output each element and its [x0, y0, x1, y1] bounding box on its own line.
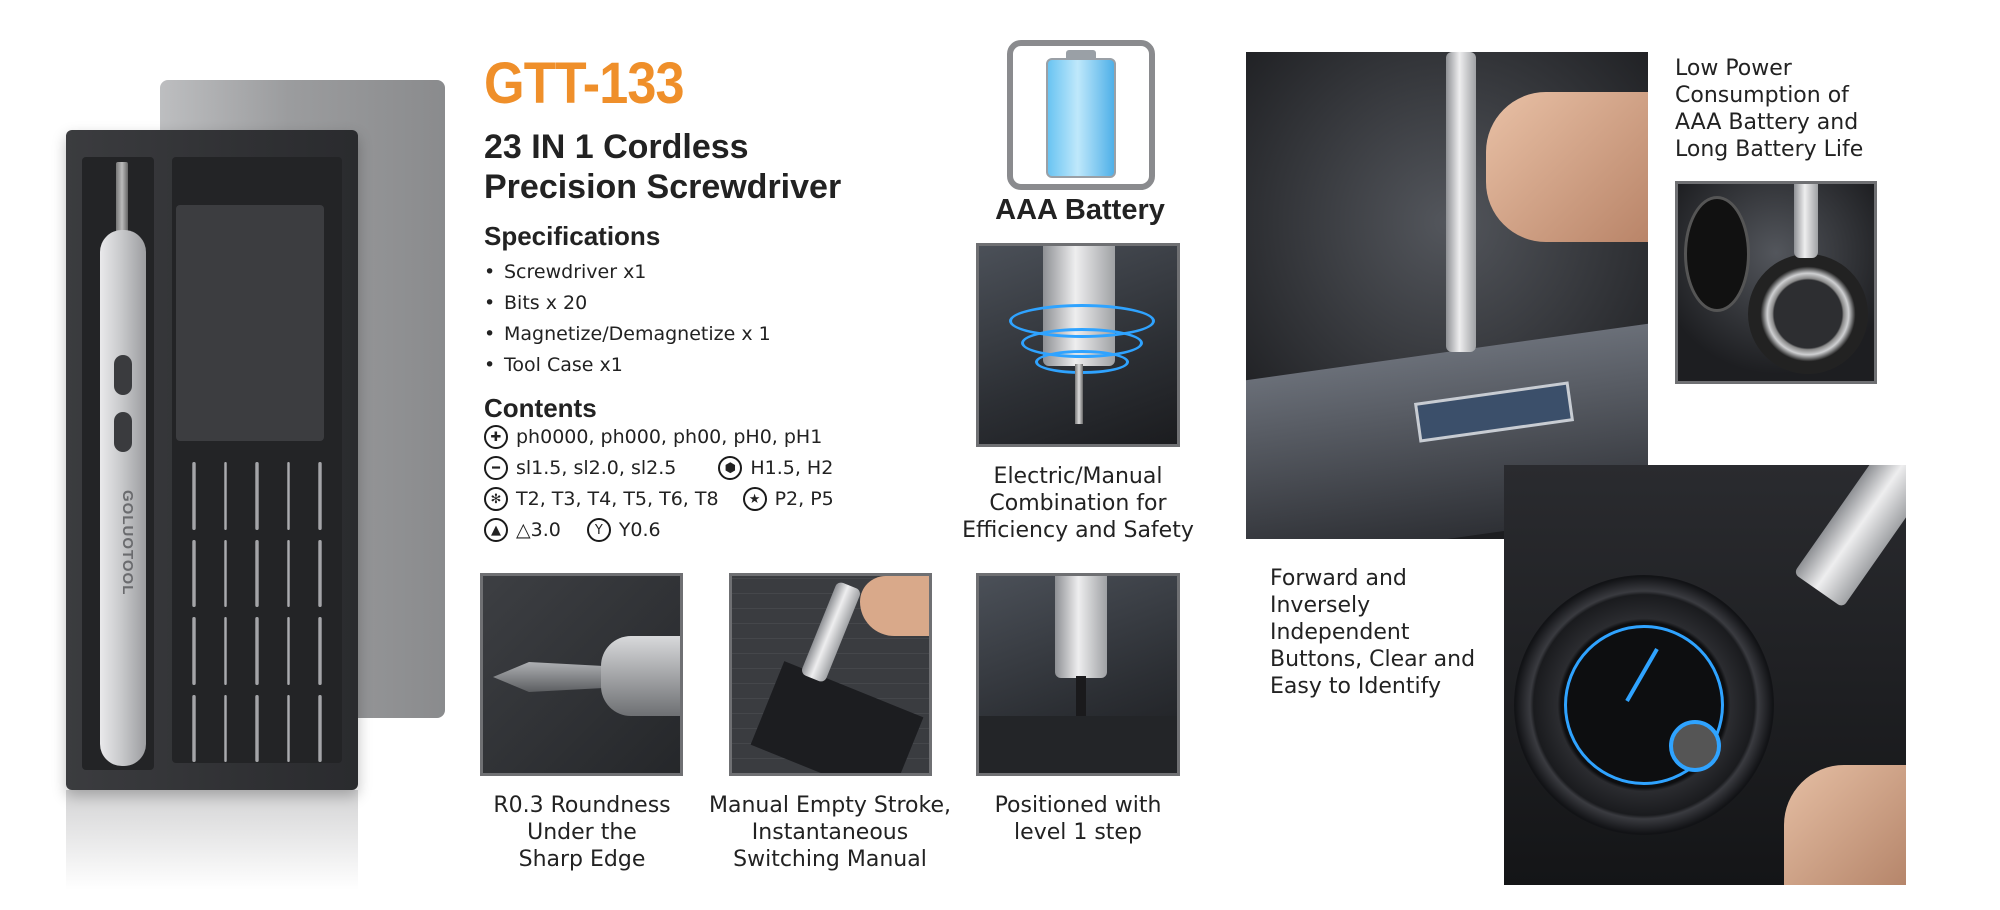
- bit-sizes: sl1.5, sl2.0, sl2.5: [516, 457, 677, 479]
- bit: [224, 462, 228, 530]
- bit: [192, 540, 196, 608]
- caption-line: AAA Battery and: [1675, 110, 1859, 135]
- bit-sizes: Y0.6: [618, 519, 661, 541]
- contents-row: [484, 518, 661, 542]
- caption-line: Under the: [527, 820, 637, 845]
- contents-row: [484, 456, 833, 480]
- contents-row: [484, 425, 822, 449]
- bit: [287, 462, 291, 530]
- torx-icon: ✻: [484, 487, 508, 511]
- caption-line: Switching Manual: [733, 847, 927, 872]
- bit: [224, 695, 228, 763]
- bit: [224, 540, 228, 608]
- step-photo: [976, 573, 1180, 776]
- bit-sizes: ph0000, ph000, ph00, pH0, pH1: [516, 426, 823, 448]
- battery-icon: [1046, 58, 1116, 178]
- spec-item: • Bits x 20: [484, 288, 771, 319]
- caption-line: Forward and: [1270, 566, 1407, 591]
- specifications-list: [484, 257, 771, 381]
- caption-line: Efficiency and Safety: [962, 518, 1194, 543]
- bit: [224, 617, 228, 685]
- bit: [255, 695, 259, 763]
- bit-sizes: H1.5, H2: [750, 457, 834, 479]
- brand-mark: GOLUOTOOL: [119, 490, 136, 596]
- phillips-icon: ✚: [484, 425, 508, 449]
- caption-line: Combination for: [989, 491, 1167, 516]
- electric-manual-caption: [950, 463, 1206, 544]
- bit-set: [182, 462, 332, 762]
- spec-item: • Magnetize/Demagnetize x 1: [484, 319, 771, 350]
- title-line: 23 IN 1 Cordless: [484, 128, 749, 166]
- watch-repair-photo: [1504, 465, 1906, 885]
- caption-line: level 1 step: [1014, 820, 1142, 845]
- bit: [318, 695, 322, 763]
- spec-item: • Screwdriver x1: [484, 257, 771, 288]
- manual-stroke-photo: [729, 573, 932, 776]
- roundness-caption: [470, 792, 694, 873]
- bit: [255, 617, 259, 685]
- bit: [287, 540, 291, 608]
- caption-line: Sharp Edge: [518, 847, 646, 872]
- case-pad: [176, 205, 324, 441]
- caption-line: Electric/Manual: [993, 464, 1163, 489]
- bit-sizes: T2, T3, T4, T5, T6, T8: [516, 488, 719, 510]
- bit: [192, 462, 196, 530]
- pentalobe-icon: ★: [743, 487, 767, 511]
- model-number: GTT-133: [484, 51, 684, 116]
- bit-sizes: △3.0: [516, 519, 561, 541]
- bit: [192, 617, 196, 685]
- caption-line: R0.3 Roundness: [493, 793, 671, 818]
- bit: [287, 695, 291, 763]
- hex-icon: ⬢: [718, 456, 742, 480]
- contents-heading: Contents: [484, 393, 597, 423]
- contents-row: [484, 487, 834, 511]
- screwdriver-tip: [116, 162, 128, 234]
- manual-stroke-caption: [700, 792, 960, 873]
- caption-line: Positioned with: [994, 793, 1162, 818]
- bit-tip-photo: [480, 573, 683, 776]
- slotted-icon: ━: [484, 456, 508, 480]
- bit-sizes: P2, P5: [774, 488, 834, 510]
- product-title: [484, 127, 924, 207]
- bit: [255, 540, 259, 608]
- caption-line: Long Battery Life: [1675, 137, 1864, 162]
- specifications-heading: Specifications: [484, 221, 661, 251]
- forward-button: [114, 355, 132, 395]
- caption-line: Consumption of: [1675, 83, 1849, 108]
- caption-line: Low Power: [1675, 56, 1792, 81]
- electric-manual-photo: [976, 243, 1180, 447]
- tri-wing-icon: Y: [587, 518, 611, 542]
- bit: [318, 540, 322, 608]
- caption-line: Instantaneous: [751, 820, 909, 845]
- caption-line: Inversely: [1270, 593, 1371, 618]
- caption-line: Independent: [1270, 620, 1410, 645]
- camera-repair-photo: [1675, 181, 1877, 384]
- caption-line: Easy to Identify: [1270, 674, 1441, 699]
- caption-line: Manual Empty Stroke,: [709, 793, 951, 818]
- low-power-caption: [1675, 55, 1895, 163]
- bit: [255, 462, 259, 530]
- bit: [318, 462, 322, 530]
- step-caption: [962, 792, 1194, 846]
- spec-item: • Tool Case x1: [484, 350, 771, 381]
- title-line: Precision Screwdriver: [484, 168, 842, 206]
- battery-label: AAA Battery: [995, 194, 1165, 226]
- reverse-button: [114, 412, 132, 452]
- bit: [318, 617, 322, 685]
- caption-line: Buttons, Clear and: [1270, 647, 1476, 672]
- bit: [287, 617, 291, 685]
- buttons-caption: [1270, 565, 1510, 700]
- case-reflection: [66, 790, 358, 890]
- bit: [192, 695, 196, 763]
- triangle-icon: ▲: [484, 518, 508, 542]
